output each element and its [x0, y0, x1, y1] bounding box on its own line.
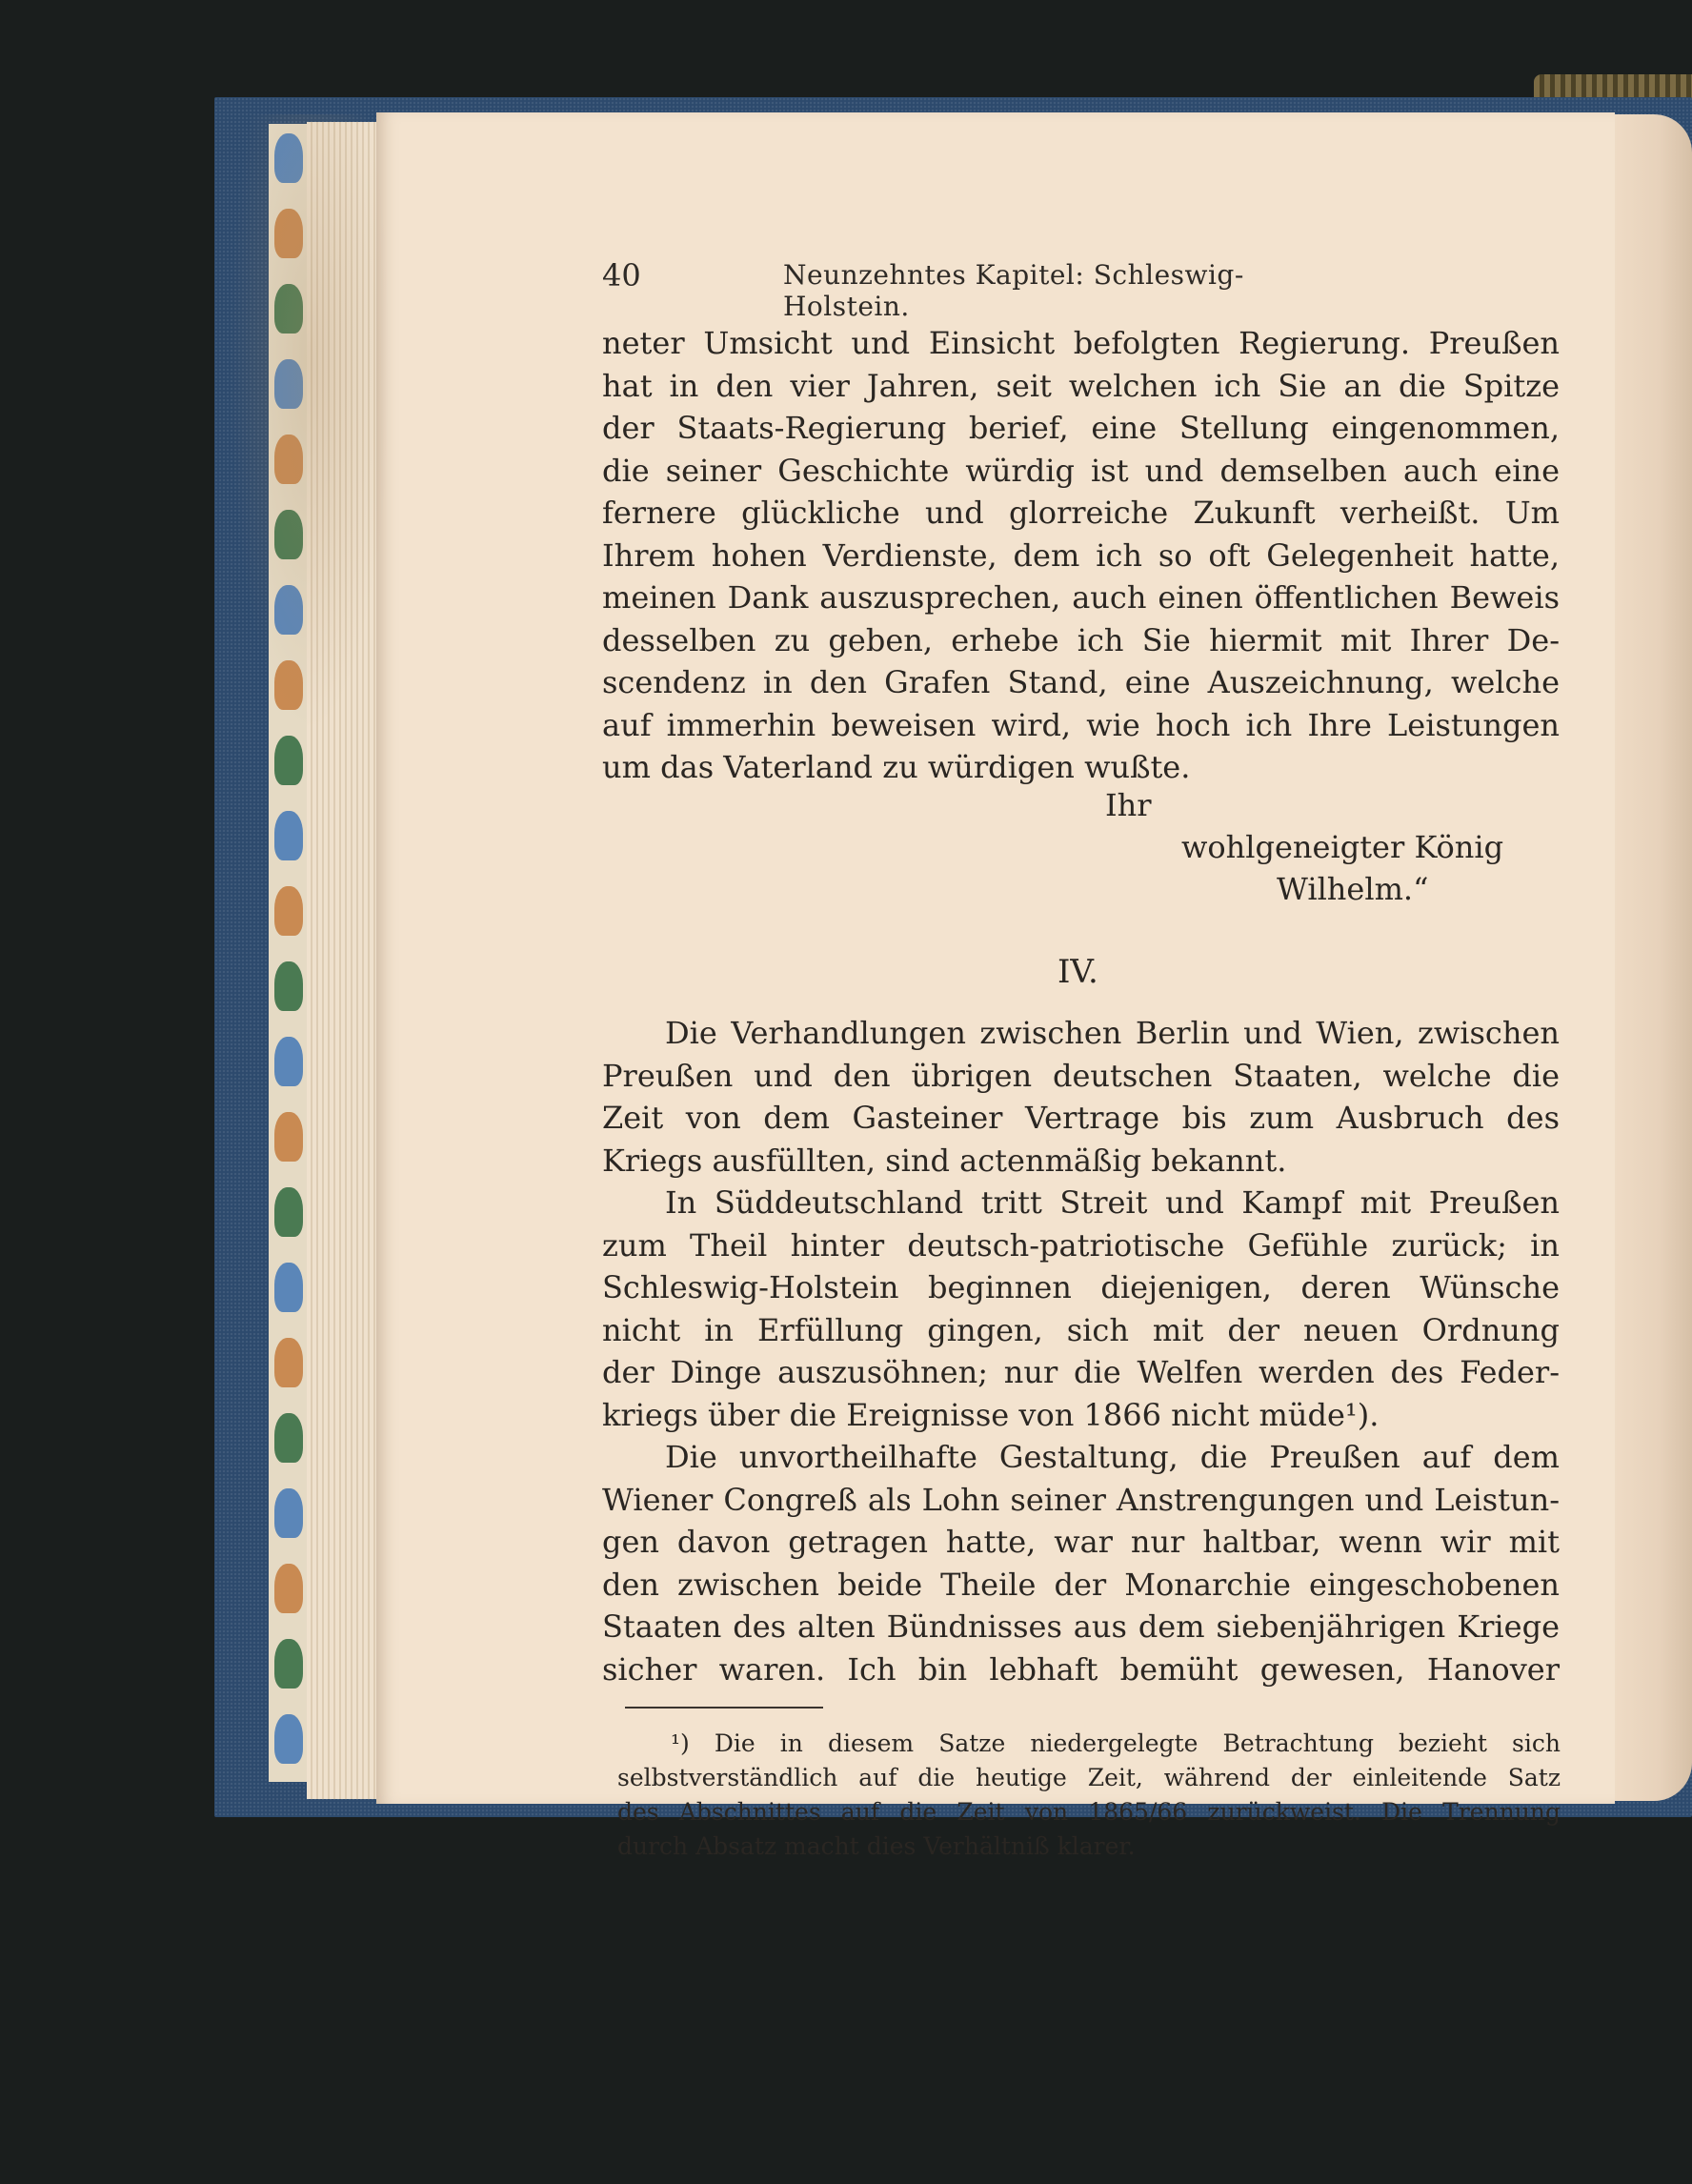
- text-line: der Staats-Regierung berief, eine Stellung eingenommen,: [602, 410, 1560, 446]
- text-line: zum Theil hinter deutsch-patriotische Gefühle zurück; in: [602, 1226, 1560, 1264]
- text-line: hat in den vier Jahren, seit welchen ich Sie an die Spitze: [602, 367, 1560, 404]
- footnote-line: selbstverständlich auf die heutige Zeit, während der einleitende Satz: [617, 1764, 1561, 1791]
- text-line: scendenz in den Grafen Stand, eine Auszeichnung, welche: [602, 664, 1560, 700]
- endpaper-motif: [274, 811, 303, 860]
- text-line: meinen Dank auszusprechen, auch einen öffentlichen Beweis: [602, 579, 1560, 616]
- paper-stain: [229, 114, 391, 734]
- text-line: fernere glückliche und glorreiche Zukunft verheißt. Um: [602, 495, 1560, 531]
- text-line: In Süddeutschland tritt Streit und Kampf mit Preußen: [665, 1184, 1560, 1221]
- text-line: Preußen und den übrigen deutschen Staaten, welche die: [602, 1057, 1560, 1094]
- endpaper-motif: [274, 1187, 303, 1237]
- running-title: Neunzehntes Kapitel: Schleswig-Holstein.: [783, 259, 1244, 322]
- letter-closing-ihr: Ihr: [1105, 787, 1152, 823]
- endpaper-motif: [274, 1639, 303, 1689]
- endpaper-motif: [274, 1488, 303, 1538]
- section-body: [602, 1012, 1560, 1690]
- text-line: die seiner Geschichte würdig ist und demselben auch eine: [602, 452, 1560, 489]
- page-header: [602, 255, 1364, 322]
- text-line: kriegs über die Ereignisse von 1866 nicht müde¹).: [602, 1396, 1380, 1433]
- letter-body: [602, 322, 1560, 789]
- text-line: desselben zu geben, erhebe ich Sie hiermit mit Ihrer De-: [602, 621, 1560, 658]
- text-line: um das Vaterland zu würdigen wußte.: [602, 749, 1191, 785]
- text-line: gen davon getragen hatte, war nur haltbar, wenn wir mit: [602, 1524, 1560, 1560]
- text-line: neter Umsicht und Einsicht befolgten Regierung. Preußen: [602, 325, 1560, 361]
- footnote-line: durch Absatz macht dies Verhältniß klarer.: [617, 1832, 1136, 1860]
- text-line: Die unvortheilhafte Gestaltung, die Preußen auf dem: [665, 1439, 1560, 1475]
- text-line: Kriegs ausfüllten, sind actenmäßig bekannt.: [602, 1142, 1287, 1179]
- endpaper-motif: [274, 961, 303, 1011]
- endpaper-motif: [274, 1714, 303, 1764]
- endpaper-motif: [274, 1338, 303, 1387]
- footnote-line: ¹) Die in diesem Satze niedergelegte Betrachtung bezieht sich: [671, 1729, 1561, 1757]
- text-line: auf immerhin beweisen wird, wie hoch ich Ihre Leistungen: [602, 706, 1560, 743]
- page-number: 40: [602, 257, 641, 293]
- page-curl: [1610, 114, 1692, 1801]
- text-line: den zwischen beide Theile der Monarchie eingeschobenen: [602, 1566, 1560, 1603]
- text-line: Staaten des alten Bündnisses aus dem siebenjährigen Kriege: [602, 1608, 1560, 1645]
- text-line: Zeit von dem Gasteiner Vertrage bis zum Ausbruch des: [602, 1100, 1560, 1136]
- text-line: der Dinge auszusöhnen; nur die Welfen werden des Feder-: [602, 1354, 1560, 1390]
- footnote-line: des Abschnittes auf die Zeit von 1865/66 zurückweist. Die Trennung: [617, 1798, 1561, 1826]
- letter-signature: Wilhelm.“: [1277, 871, 1429, 907]
- text-line: sicher waren. Ich bin lebhaft bemüht gewesen, Hanover: [602, 1650, 1560, 1688]
- text-line: Ihrem hohen Verdienste, dem ich so oft Gelegenheit hatte,: [602, 536, 1560, 574]
- endpaper-motif: [274, 1037, 303, 1086]
- endpaper-motif: [274, 1112, 303, 1162]
- endpaper-motif: [274, 886, 303, 936]
- section-heading: IV.: [1058, 953, 1098, 991]
- text-line: Wiener Congreß als Lohn seiner Anstrengungen und Leistun-: [602, 1481, 1560, 1518]
- letter-closing-king: wohlgeneigter König: [1181, 829, 1504, 865]
- text-line: Schleswig-Holstein beginnen diejenigen, deren Wünsche: [602, 1269, 1560, 1305]
- text-line: nicht in Erfüllung gingen, sich mit der neuen Ordnung: [602, 1311, 1560, 1348]
- endpaper-motif: [274, 1263, 303, 1312]
- text-line: Die Verhandlungen zwischen Berlin und Wien, zwischen: [665, 1015, 1560, 1051]
- endpaper-motif: [274, 1413, 303, 1463]
- endpaper-motif: [274, 1564, 303, 1613]
- footnote: [617, 1727, 1561, 1864]
- endpaper-motif: [274, 736, 303, 785]
- footnote-rule: [625, 1707, 823, 1709]
